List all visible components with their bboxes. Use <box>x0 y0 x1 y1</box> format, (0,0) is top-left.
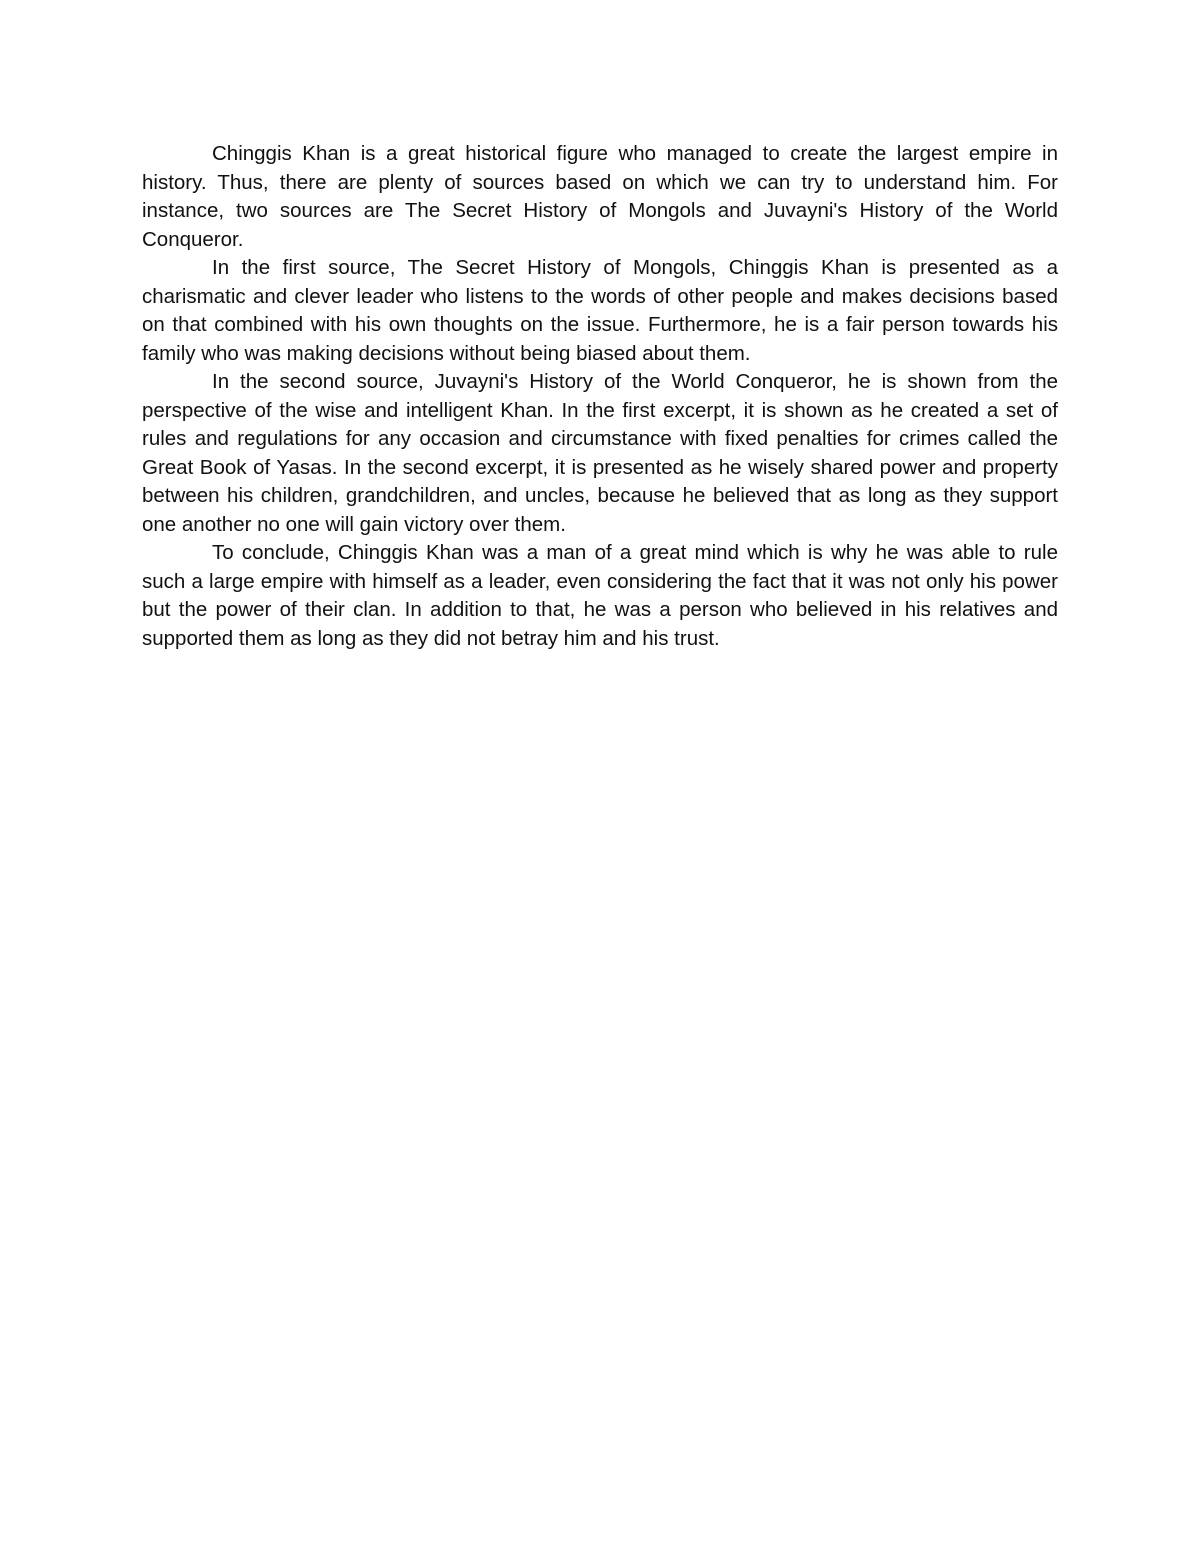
paragraph-conclusion: To conclude, Chinggis Khan was a man of a great mind which is why he was able to rule such a large empire with himself as a leader, even considering the fact that it was not only his power but the power of their clan. In addition to that, he was a person who believed in his relatives and supported them as long as they did not betray him and his trust. <box>142 541 1058 650</box>
paragraph-introduction: Chinggis Khan is a great historical figure who managed to create the largest empire in history. Thus, there are plenty of sources based on which we can try to understand him. For instance, two sources are The Secret History of Mongols and Juvayni's History of the World Conqueror. <box>142 142 1058 251</box>
paragraph-second-source: In the second source, Juvayni's History of the World Conqueror, he is shown from the perspective of the wise and intelligent Khan. In the first excerpt, it is shown as he created a set of rules and regulations for any occasion and circumstance with fixed penalties for crimes called the Great Book of Yasas. In the second excerpt, it is presented as he wisely shared power and property between his children, grandchildren, and uncles, because he believed that as long as they support one another no one will gain victory over them. <box>142 370 1058 536</box>
paragraph-first-source: In the first source, The Secret History of Mongols, Chinggis Khan is presented as a charismatic and clever leader who listens to the words of other people and makes decisions based on that combined with his own thoughts on the issue. Furthermore, he is a fair person towards his family who was making decisions without being biased about them. <box>142 256 1058 365</box>
document-body <box>142 140 1058 653</box>
